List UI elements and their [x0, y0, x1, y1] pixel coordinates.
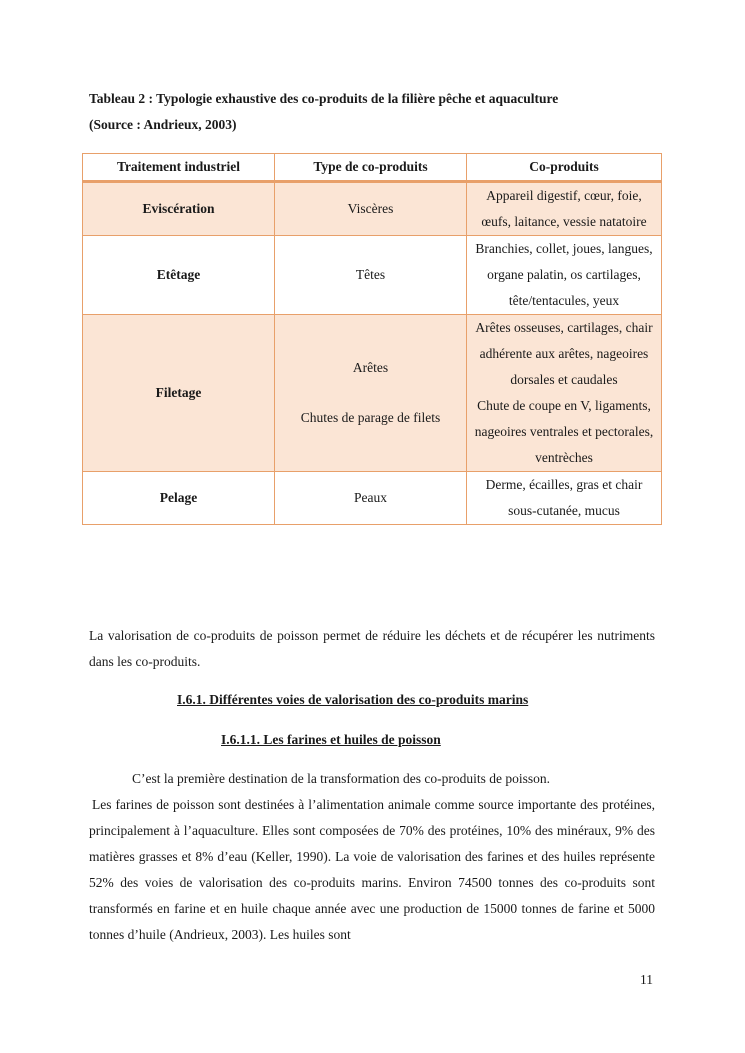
page-number: 11	[640, 972, 653, 987]
table-caption	[89, 86, 669, 138]
cell-coproducts-a: Arêtes osseuses, cartilages, chair adhérente aux arêtes, nageoires dorsales et caudales	[475, 320, 653, 387]
header-coproducts: Co-produits	[467, 154, 662, 182]
cell-type	[275, 315, 467, 472]
table-row	[83, 236, 662, 315]
cell-treatment: Eviscération	[83, 182, 275, 236]
table-row	[83, 182, 662, 236]
cell-coproducts: Appareil digestif, cœur, foie, œufs, laitance, vessie natatoire	[467, 182, 662, 236]
cell-coproducts: Derme, écailles, gras et chair sous-cutanée, mucus	[467, 472, 662, 525]
table-row	[83, 472, 662, 525]
cell-type: Peaux	[275, 472, 467, 525]
caption-source: (Source : Andrieux, 2003)	[89, 117, 237, 132]
header-treatment: Traitement industriel	[83, 154, 275, 182]
cell-type-b: Chutes de parage de filets	[300, 410, 441, 425]
cell-treatment: Etêtage	[83, 236, 275, 315]
section-heading: I.6.1. Différentes voies de valorisation des co-produits marins	[177, 692, 529, 707]
cell-treatment: Filetage	[83, 315, 275, 472]
table-row	[83, 315, 662, 472]
cell-type-a: Arêtes	[352, 360, 389, 375]
cell-type: Viscères	[275, 182, 467, 236]
table-header-row	[83, 154, 662, 182]
cell-treatment: Pelage	[83, 472, 275, 525]
subsection-heading: I.6.1.1. Les farines et huiles de poisson	[221, 732, 441, 747]
cell-coproducts	[467, 315, 662, 472]
cell-coproducts-b: Chute de coupe en V, ligaments, nageoires ventrales et pectorales, ventrèches	[474, 398, 654, 465]
header-type: Type de co-produits	[275, 154, 467, 182]
intro-paragraph: La valorisation de co-produits de poisson permet de réduire les déchets et de récupérer les nutriments dans les co-produits.	[89, 628, 655, 669]
body-paragraph-first: C’est la première destination de la transformation des co-produits de poisson.	[132, 771, 551, 786]
cell-coproducts: Branchies, collet, joues, langues, organe palatin, os cartilages, tête/tentacules, yeux	[467, 236, 662, 315]
cell-type: Têtes	[275, 236, 467, 315]
coproducts-table	[82, 153, 662, 525]
body-paragraph-second: Les farines de poisson sont destinées à l’alimentation animale comme source importante des protéines, principalement à l’aquaculture. Elles sont composées de 70% des protéines, 10% des minéraux, 9% des matières grasses et 8% d’eau (Keller, 1990). La voie de valorisation des farines et des huiles représente 52% des voies de valorisation des co-produits marins. Environ 74500 tonnes des co-produits sont transformés en farine et en huile chaque année avec une production de 15000 tonnes de farine et 5000 tonnes d’huile (Andrieux, 2003). Les huiles sont	[89, 797, 655, 942]
caption-title: Tableau 2 : Typologie exhaustive des co-produits de la filière pêche et aquaculture	[89, 91, 559, 106]
